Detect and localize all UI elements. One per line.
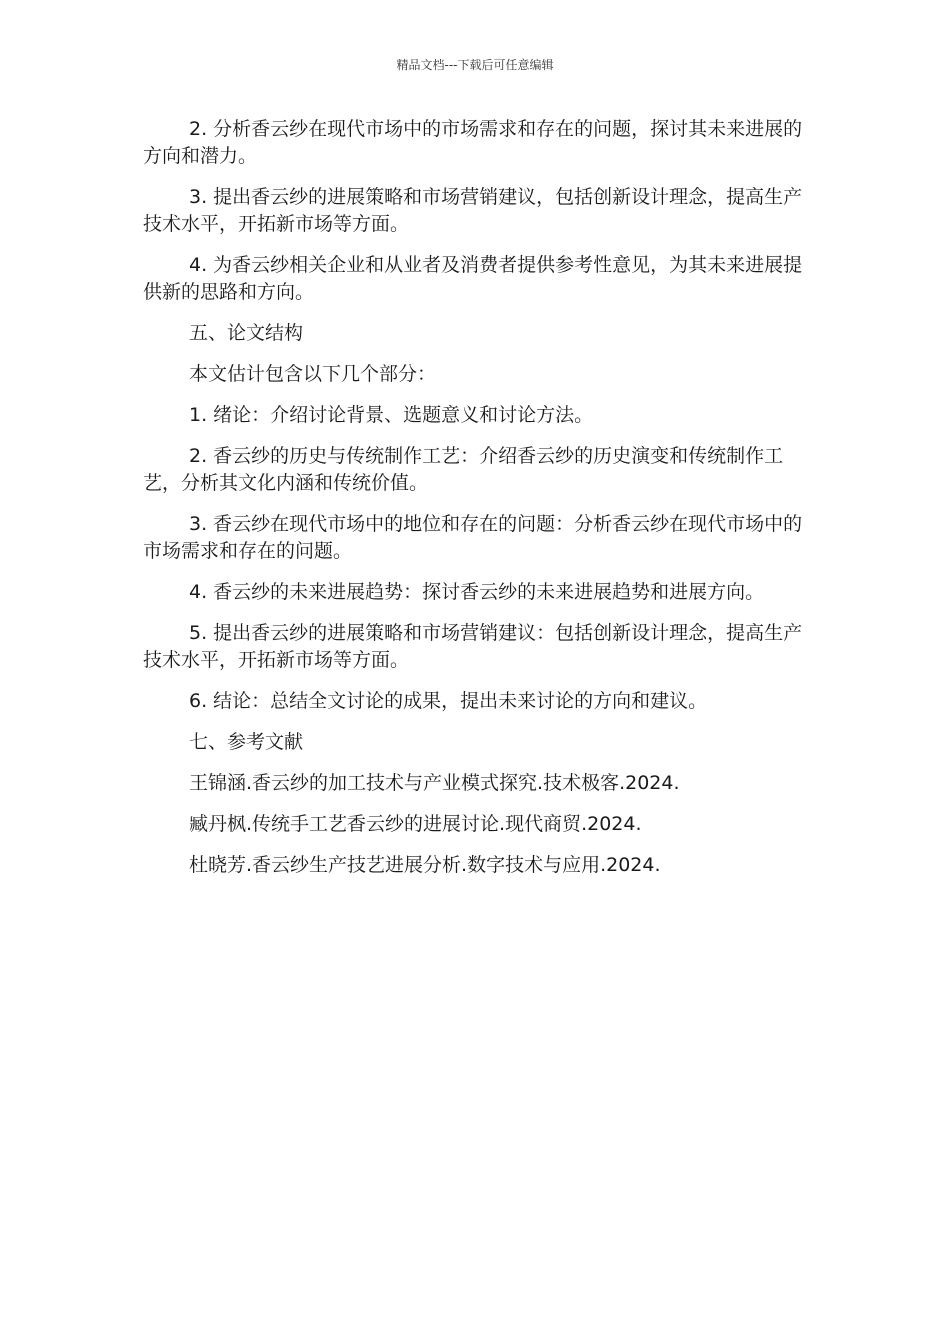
page-header: 精品文档---下载后可任意编辑 — [396, 58, 554, 72]
objective-item-2: 2. 分析香云纱在现代市场中的市场需求和存在的问题，探讨其未来进展的方向和潜力。 — [143, 118, 803, 167]
reference-item-2: 臧丹枫.传统手工艺香云纱的进展讨论.现代商贸.2024. — [189, 813, 642, 835]
structure-item-6: 6. 结论：总结全文讨论的成果，提出未来讨论的方向和建议。 — [189, 690, 708, 712]
structure-intro: 本文估计包含以下几个部分： — [189, 363, 437, 385]
structure-item-4: 4. 香云纱的未来进展趋势：探讨香云纱的未来进展趋势和进展方向。 — [189, 581, 765, 603]
structure-item-5: 5. 提出香云纱的进展策略和市场营销建议：包括创新设计理念，提高生产技术水平，开拓新市场等方面。 — [143, 622, 803, 671]
document-body — [143, 116, 813, 893]
structure-item-3: 3. 香云纱在现代市场中的地位和存在的问题：分析香云纱在现代市场中的市场需求和存在的问题。 — [143, 513, 803, 562]
reference-item-1: 王锦涵.香云纱的加工技术与产业模式探究.技术极客.2024. — [189, 772, 680, 794]
objective-item-3: 3. 提出香云纱的进展策略和市场营销建议，包括创新设计理念，提高生产技术水平，开拓新市场等方面。 — [143, 186, 803, 235]
section-heading-structure: 五、论文结构 — [189, 322, 304, 344]
objective-item-4: 4. 为香云纱相关企业和从业者及消费者提供参考性意见，为其未来进展提供新的思路和方向。 — [143, 254, 803, 303]
section-heading-references: 七、参考文献 — [189, 731, 304, 753]
structure-item-2: 2. 香云纱的历史与传统制作工艺：介绍香云纱的历史演变和传统制作工艺，分析其文化内涵和传统价值。 — [143, 445, 784, 494]
structure-item-1: 1. 绪论：介绍讨论背景、选题意义和讨论方法。 — [189, 404, 594, 426]
reference-item-3: 杜晓芳.香云纱生产技艺进展分析.数字技术与应用.2024. — [189, 854, 661, 876]
